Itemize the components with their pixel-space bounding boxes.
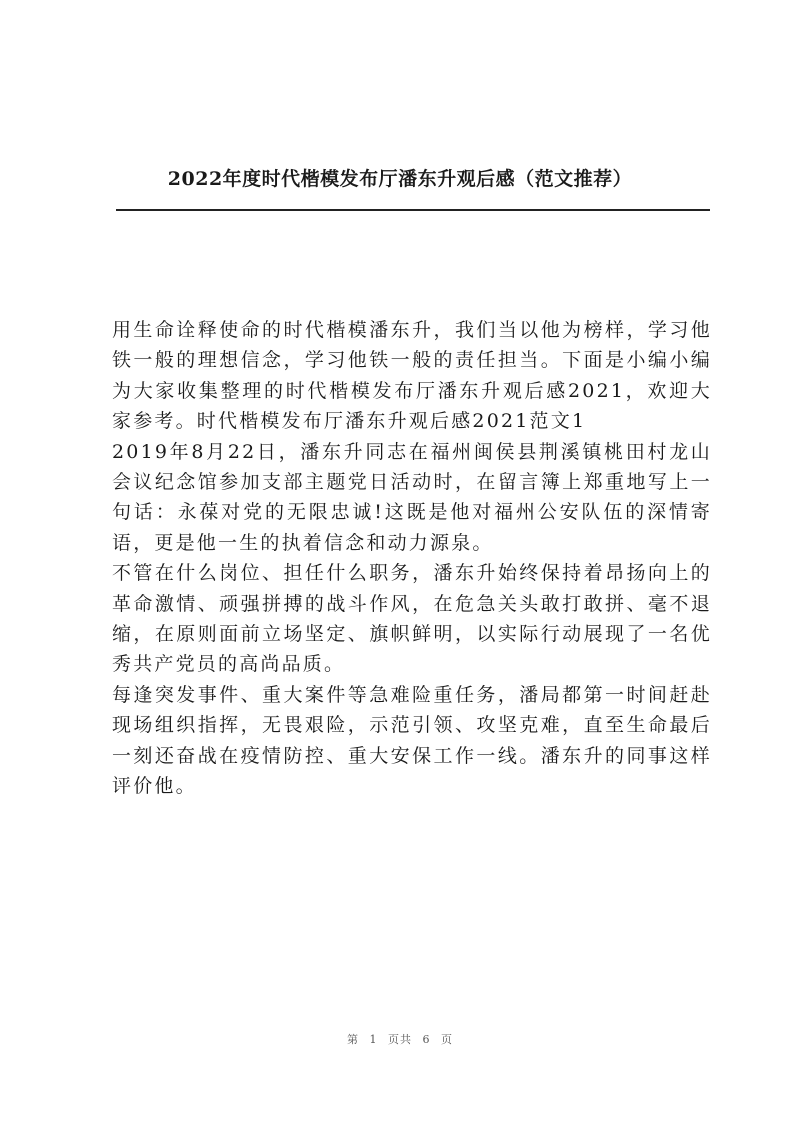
page-number-footer: 第 1 页共 6 页 [347, 1033, 453, 1046]
paragraph-2: 2019年8月22日，潘东升同志在福州闽侯县荆溪镇桃田村龙山会议纪念馆参加支部主题党日活动时，在留言簿上郑重地写上一句话：永葆对党的无限忠诚!这既是他对福州公安队伍的深情寄语，更是他一生的执着信念和动力源泉。 [112, 440, 712, 554]
paragraph-intro: 用生命诠释使命的时代楷模潘东升，我们当以他为榜样，学习他铁一般的理想信念，学习他铁一般的责任担当。下面是小编小编为大家收集整理的时代楷模发布厅潘东升观后感2021，欢迎大家参考。时代楷模发布厅潘东升观后感2021范文1 [112, 319, 712, 433]
paragraph-3: 不管在什么岗位、担任什么职务，潘东升始终保持着昂扬向上的革命激情、顽强拼搏的战斗作风，在危急关头敢打敢拼、毫不退缩，在原则面前立场坚定、旗帜鲜明，以实际行动展现了一名优秀共产党员的高尚品质。 [112, 562, 712, 676]
title-underline [116, 209, 710, 211]
paragraph-4: 每逢突发事件、重大案件等急难险重任务，潘局都第一时间赶赴现场组织指挥，无畏艰险，示范引领、攻坚克难，直至生命最后一刻还奋战在疫情防控、重大安保工作一线。潘东升的同事这样评价他。 [112, 683, 712, 798]
document-body [112, 315, 712, 802]
document-title: 2022年度时代楷模发布厅潘东升观后感（范文推荐） [167, 168, 633, 190]
